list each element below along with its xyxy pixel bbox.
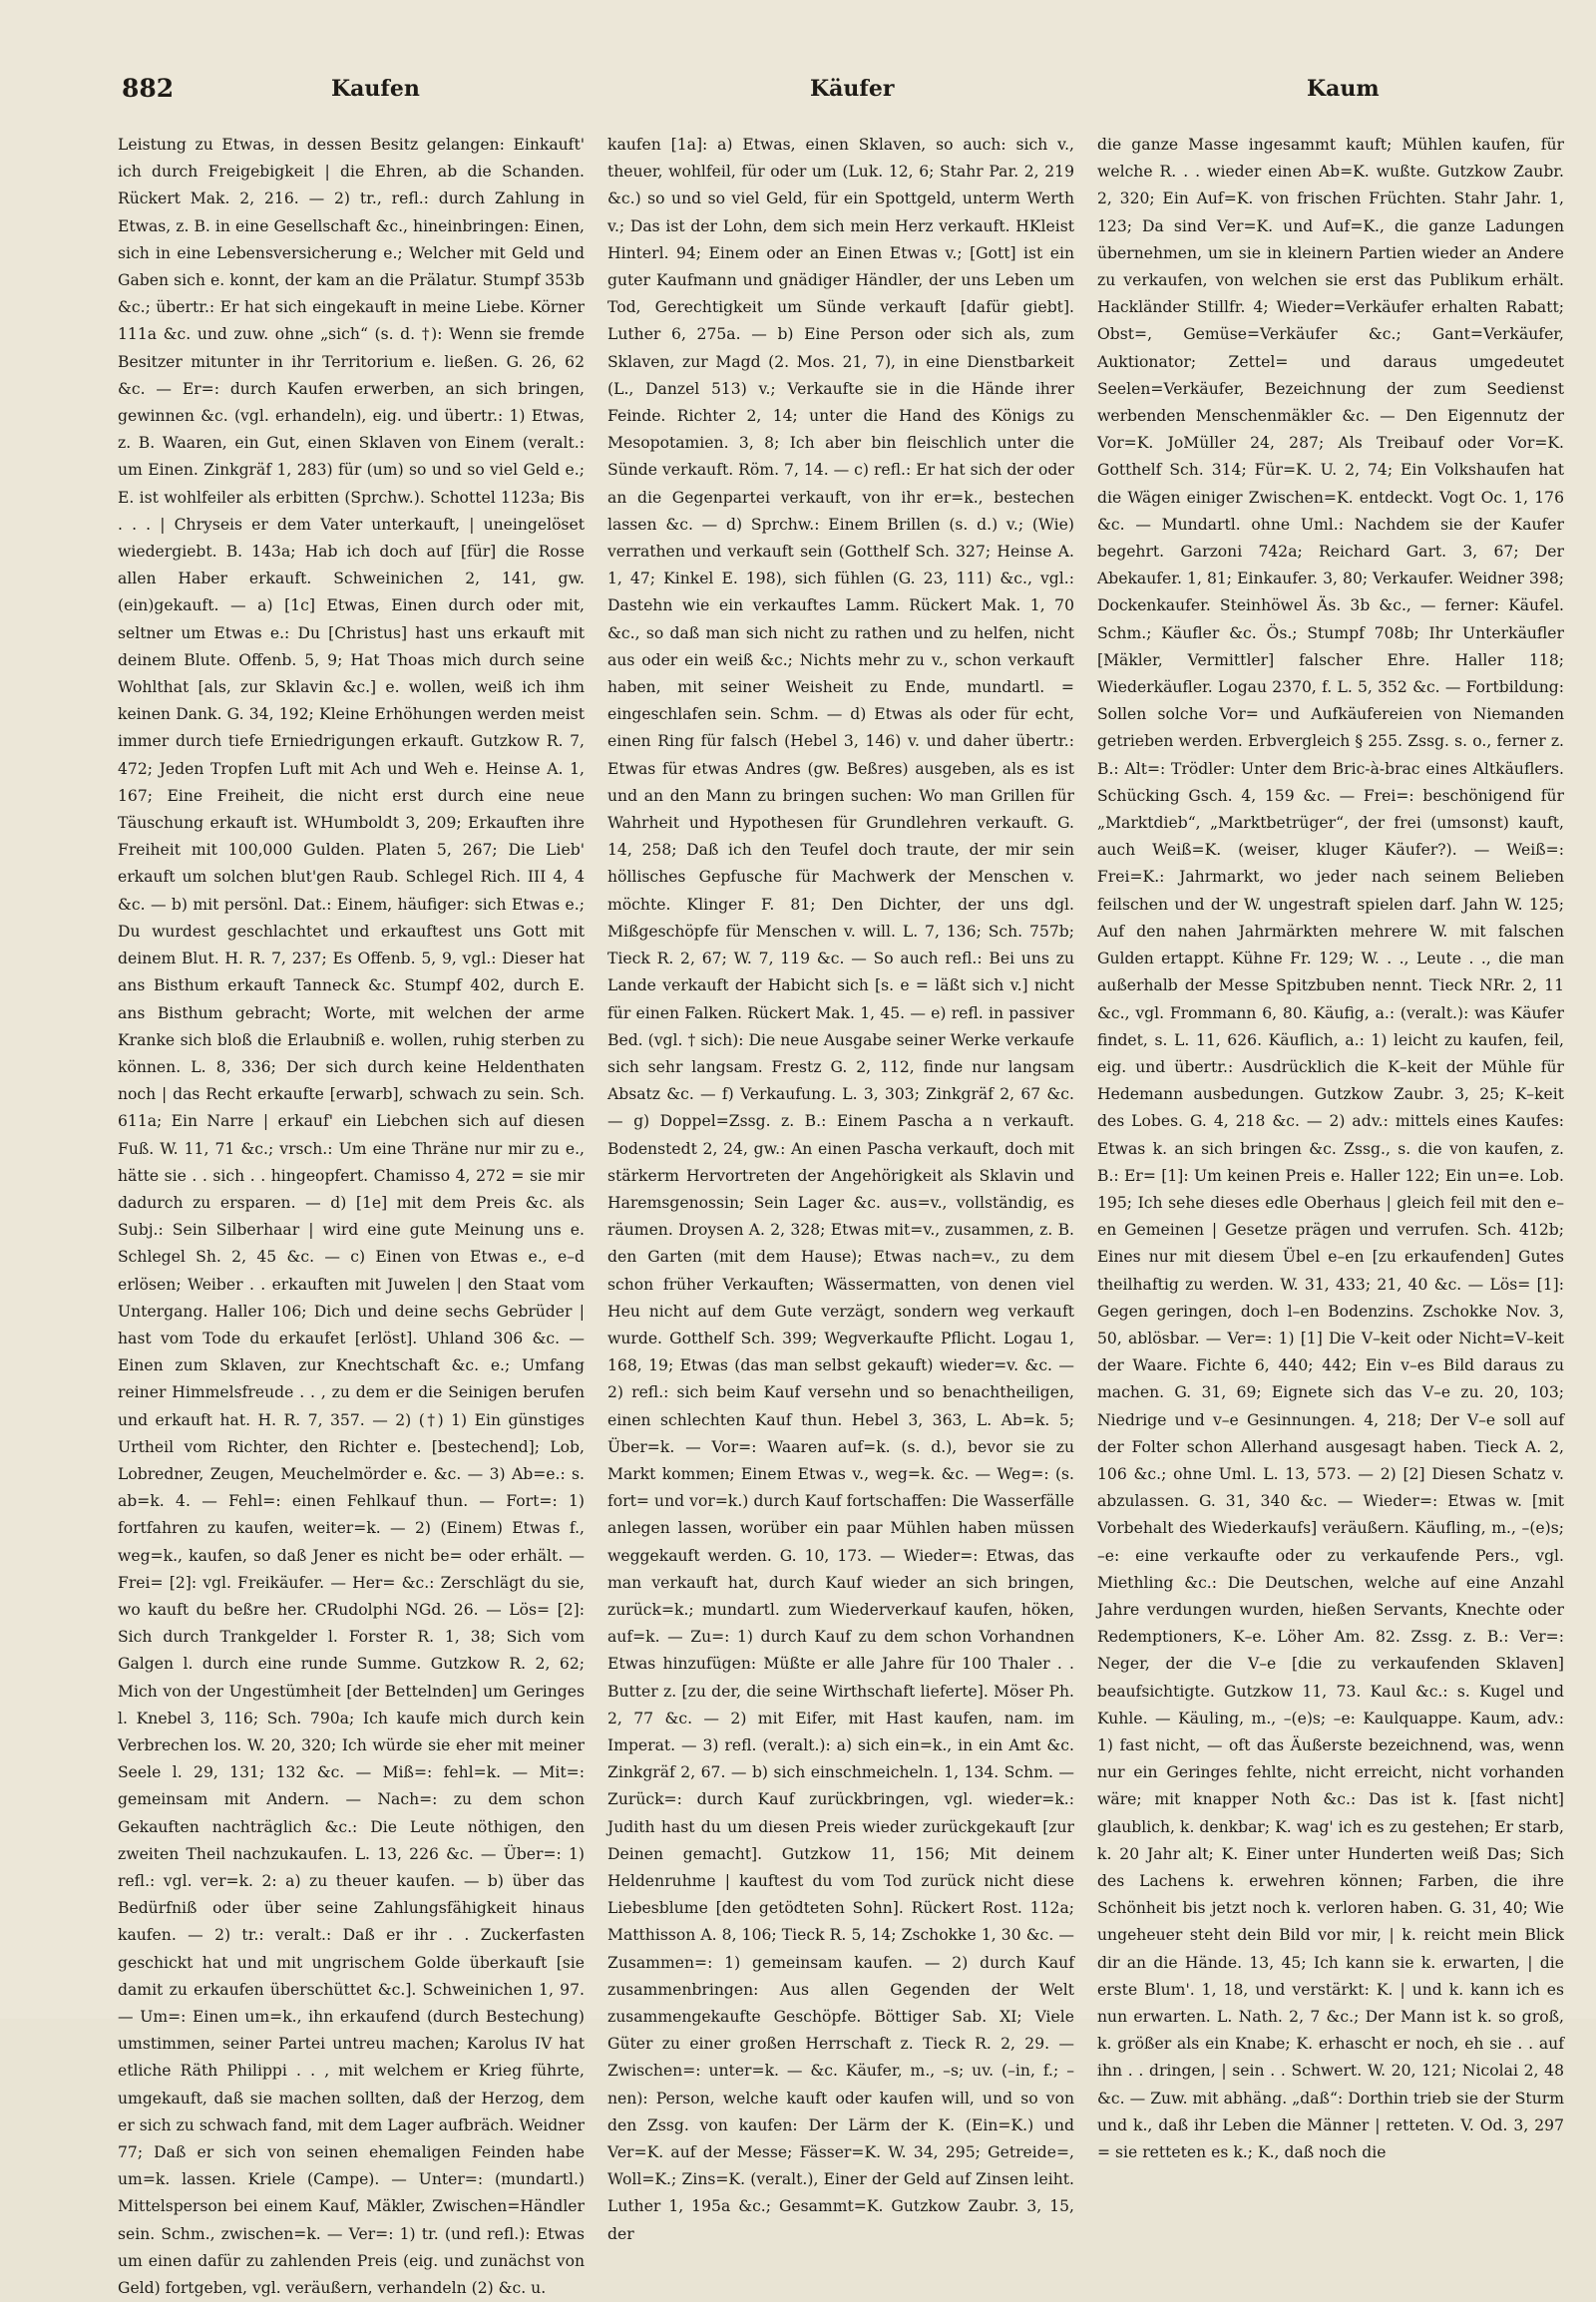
column-3 bbox=[1097, 132, 1564, 2162]
column-2-text: kaufen [1a]: a) Etwas, einen Sklaven, so auch: sich v., theuer, wohlfeil, für oder um (Luk. 12, 6; Stahr Par. 2, 219 &c.) so und so viel Geld, für ein Spottgeld, unterm Werth v.; Das ist der Lohn, dem sich mein Herz verkauft. HKleist Hinterl. 94; Einem oder an Einen Etwas v.; [Gott] ist ein guter Kaufmann und gnädiger Händler, der uns Leben um Tod, Gerechtigkeit um Sünde verkauft [dafür giebt]. Luther 6, 275a. — b) Eine Person oder sich als, zum Sklaven, zur Magd (2. Mos. 21, 7), in eine Dienstbarkeit (L., Danzel 513) v.; Verkaufte sie in die Hände ihrer Feinde. Richter 2, 14; unter die Hand des Königs zu Mesopotamien. 3, 8; Ich aber bin fleischlich unter die Sünde verkauft. Röm. 7, 14. — c) refl.: Er hat sich der oder an die Gegenpartei verkauft, von ihr er=k., bestechen lassen &c. — d) Sprchw.: Einem Brillen (s. d.) v.; (Wie) verrathen und verkauft sein (Gotthelf Sch. 327; Heinse A. 1, 47; Kinkel E. 198), sich fühlen (G. 23, 111) &c., vgl.: Dastehn wie ein verkauftes Lamm. Rückert Mak. 1, 70 &c., so daß man sich nicht zu rathen und zu helfen, nicht aus oder ein weiß &c.; Nichts mehr zu v., schon verkauft haben, mit seiner Weisheit zu Ende, mundartl. = eingeschlafen sein. Schm. — d) Etwas als oder für echt, einen Ring für falsch (Hebel 3, 146) v. und daher übertr.: Etwas für etwas Andres (gw. Beßres) ausgeben, als es ist und an den Mann zu bringen suchen: Wo man Grillen für Wahrheit und Hypothesen für Grundlehren verkauft. G. 14, 258; Daß ich den Teufel doch traute, der mir sein höllisches Gepfusche für Machwerk der Menschen v. möchte. Klinger F. 81; Den Dichter, der uns dgl. Mißgeschöpfe für Menschen v. will. L. 7, 136; Sch. 757b; Tieck R. 2, 67; W. 7, 119 &c. — So auch refl.: Bei uns zu Lande verkauft der Habicht sich [s. e = läßt sich v.] nicht für einen Falken. Rückert Mak. 1, 45. — e) refl. in passiver Bed. (vgl. † sich): Die neue Ausgabe seiner Werke verkaufe sich sehr langsam. Frestz G. 2, 112, finde nur langsam Absatz &c. — f) Verkaufung. L. 3, 303; Zinkgräf 2, 67 &c. — g) Doppel=Zssg. z. B.: Einem Pascha a n verkauft. Bodenstedt 2, 24, gw.: An einen Pascha verkauft, doch mit stärkerm Hervortreten der Angehörigkeit als Sklavin und Haremsgenossin; Sein Lager &c. aus=v., vollständig, es räumen. Droysen A. 2, 328; Etwas mit=v., zusammen, z. B. den Garten (mit dem Hause); Etwas nach=v., zu dem schon früher Verkauften; Wässermatten, von denen viel Heu nicht auf dem Gute verzägt, sondern weg verkauft wurde. Gotthelf Sch. 399; Wegverkaufte Pflicht. Logau 1, 168, 19; Etwas (das man selbst gekauft) wieder=v. &c. — 2) refl.: sich beim Kauf versehn und so benachtheiligen, einen schlechten Kauf thun. Hebel 3, 363, L. Ab=k. 5; Über=k. — Vor=: Waaren auf=k. (s. d.), bevor sie zu Markt kommen; Einem Etwas v., weg=k. &c. — Weg=: (s. fort= und vor=k.) durch Kauf fortschaffen: Die Wasserfälle anlegen lassen, worüber ein paar Mühlen haben müssen weggekauft werden. G. 10, 173. — Wieder=: Etwas, das man verkauft hat, durch Kauf wieder an sich bringen, zurück=k.; mundartl. zum Wiederverkauf kaufen, höken, auf=k. — Zu=: 1) durch Kauf zu dem schon Vorhandnen Etwas hinzufügen: Müßte er alle Jahre für 100 Thaler . . Butter z. [zu der, die seine Wirthschaft lieferte]. Möser Ph. 2, 77 &c. — 2) mit Eifer, mit Hast kaufen, nam. im Imperat. — 3) refl. (veralt.): a) sich ein=k., in ein Amt &c. Zinkgräf 2, 67. — b) sich einschmeicheln. 1, 134. Schm. — Zurück=: durch Kauf zurückbringen, vgl. wieder=k.: Judith hast du um diesen Preis wieder zurückgekauft [zur Deinen gemacht]. Gutzkow 11, 156; Mit deinem Heldenruhme | kauftest du vom Tod zurück nicht diese Liebesblume [den getödteten Sohn]. Rückert Rost. 112a; Matthisson A. 8, 106; Tieck R. 5, 14; Zschokke 1, 30 &c. — Zusammen=: 1) gemeinsam kaufen. — 2) durch Kauf zusammenbringen: Aus allen Gegenden der Welt zusammengekaufte Geschöpfe. Böttiger Sab. XI; Viele Güter zu einer großen Herrschaft z. Tieck R. 2, 29. — Zwischen=: unter=k. — &c. Käufer, m., –s; uv. (–in, f.; –nen): Person, welche kauft oder kaufen will, und so von den Zssg. von kaufen: Der Lärm der K. (Ein=K.) und Ver=K. auf der Messe; Fässer=K. W. 34, 295; Getreide=, Woll=K.; Zins=K. (veralt.), Einer der Geld auf Zinsen leiht. Luther 1, 195a &c.; Gesammt=K. Gutzkow Zaubr. 3, 15, der bbox=[607, 136, 1074, 2243]
page-number: 882 bbox=[122, 74, 175, 103]
text-columns bbox=[118, 132, 1564, 2298]
running-headword-center: Käufer bbox=[810, 76, 895, 102]
column-1 bbox=[118, 132, 585, 2298]
running-headword-left: Kaufen bbox=[331, 76, 420, 102]
column-1-text: Leistung zu Etwas, in dessen Besitz gelangen: Einkauft' ich durch Freigebigkeit | die Ehren, ab die Schanden. Rückert Mak. 2, 216. — 2) tr., refl.: durch Zahlung in Etwas, z. B. in eine Gesellschaft &c., hineinbringen: Einen, sich in eine Lebensversicherung e.; Welcher mit Geld und Gaben sich e. konnt, der kam an die Prälatur. Stumpf 353b &c.; übertr.: Er hat sich eingekauft in meine Liebe. Körner 111a &c. und zuw. ohne „sich“ (s. d. †): Wenn sie fremde Besitzer mitunter in ihr Territorium e. ließen. G. 26, 62 &c. — Er=: durch Kaufen erwerben, an sich bringen, gewinnen &c. (vgl. erhandeln), eig. und übertr.: 1) Etwas, z. B. Waaren, ein Gut, einen Sklaven von Einem (veralt.: um Einen. Zinkgräf 1, 283) für (um) so und so viel Geld e.; E. ist wohlfeiler als erbitten (Sprchw.). Schottel 1123a; Bis . . . | Chryseis er dem Vater unterkauft, | uneingelöset wiedergiebt. B. 143a; Hab ich doch auf [für] die Rosse allen Haber erkauft. Schweinichen 2, 141, gw. (ein)gekauft. — a) [1c] Etwas, Einen durch oder mit, seltner um Etwas e.: Du [Christus] hast uns erkauft mit deinem Blute. Offenb. 5, 9; Hat Thoas mich durch seine Wohlthat [als, zur Sklavin &c.] e. wollen, weiß ich ihm keinen Dank. G. 34, 192; Kleine Erhöhungen werden meist immer durch tiefe Erniedrigungen erkauft. Gutzkow R. 7, 472; Jeden Tropfen Luft mit Ach und Weh e. Heinse A. 1, 167; Eine Freiheit, die nicht erst durch eine neue Täuschung erkauft ist. WHumboldt 3, 209; Erkauften ihre Freiheit mit 100,000 Gulden. Platen 5, 267; Die Lieb' erkauft um solchen blut'gen Raub. Schlegel Rich. III 4, 4 &c. — b) mit persönl. Dat.: Einem, häufiger: sich Etwas e.; Du wurdest geschlachtet und erkauftest uns Gott mit deinem Blut. H. R. 7, 237; Es Offenb. 5, 9, vgl.: Dieser hat ans Bisthum erkauft Tanneck &c. Stumpf 402, durch E. ans Bisthum gebracht; Worte, mit welchen der arme Kranke sich bloß die Erlaubniß e. wollen, ruhig sterben zu können. L. 8, 336; Der sich durch keine Heldenthaten noch | das Recht erkaufte [erwarb], schwach zu sein. Sch. 611a; Ein Narre | erkauf' ein Liebchen sich auf diesen Fuß. W. 11, 71 &c.; vrsch.: Um eine Thräne nur mir zu e., hätte sie . . sich . . hingeopfert. Chamisso 4, 272 = sie mir dadurch zu ersparen. — d) [1e] mit dem Preis &c. als Subj.: Sein Silberhaar | wird eine gute Meinung uns e. Schlegel Sh. 2, 45 &c. — c) Einen von Etwas e., e–d erlösen; Weiber . . erkauften mit Juwelen | den Staat vom Untergang. Haller 106; Dich und deine sechs Gebrüder | hast vom Tode du erkaufet [erlöst]. Uhland 306 &c. — Einen zum Sklaven, zur Knechtschaft &c. e.; Umfang reiner Himmelsfreude . . , zu dem er die Seinigen berufen und erkauft hat. H. R. 7, 357. — 2) (†) 1) Ein günstiges Urtheil vom Richter, den Richter e. [bestechend]; Lob, Lobredner, Zeugen, Meuchelmörder e. &c. — 3) Ab=e.: s. ab=k. 4. — Fehl=: einen Fehlkauf thun. — Fort=: 1) fortfahren zu kaufen, weiter=k. — 2) (Einem) Etwas f., weg=k., kaufen, so daß Jener es nicht be= oder erhält. — Frei= [2]: vgl. Freikäufer. — Her= &c.: Zerschlägt du sie, wo kauft du beßre her. CRudolphi NGd. 26. — Lös= [2]: Sich durch Trankgelder l. Forster R. 1, 38; Sich vom Galgen l. durch eine runde Summe. Gutzkow R. 2, 62; Mich von der Ungestümheit [der Bettelnden] um Geringes l. Knebel 3, 116; Sch. 790a; Ich kaufe mich durch kein Verbrechen los. W. 20, 320; Ich würde sie eher mit meiner Seele l. 29, 131; 132 &c. — Miß=: fehl=k. — Mit=: gemeinsam mit Andern. — Nach=: zu dem schon Gekauften nachträglich &c.: Die Leute nöthigen, den zweiten Theil nachzukaufen. L. 13, 226 &c. — Über=: 1) refl.: vgl. ver=k. 2: a) zu theuer kaufen. — b) über das Bedürfniß oder über seine Zahlungsfähigkeit hinaus kaufen. — 2) tr.: veralt.: Daß er ihr . . Zuckerfasten geschickt hat und mit ungrischem Golde überkauft [sie damit zu erkaufen überschüttet &c.]. Schweinichen 1, 97. — Um=: Einen um=k., ihn erkaufend (durch Bestechung) umstimmen, seiner Partei untreu machen; Karolus IV hat etliche Räth Philippi . . , mit welchem er Krieg führte, umgekauft, daß sie machen sollten, daß der Herzog, dem er sich zu schwach fand, mit dem Lager aufbräch. Weidner 77; Daß er sich von seinen ehemaligen Feinden habe um=k. lassen. Kriele (Campe). — Unter=: (mundartl.) Mittelsperson bei einem Kauf, Mäkler, Zwischen=Händler sein. Schm., zwischen=k. — Ver=: 1) tr. (und refl.): Etwas um einen dafür zu zahlenden Preis (eig. und zunächst von Geld) fortgeben, vgl. veräußern, verhandeln (2) &c. u. bbox=[118, 136, 585, 2298]
column-2 bbox=[607, 132, 1074, 2243]
running-headword-right: Kaum bbox=[1307, 76, 1380, 102]
column-3-text: die ganze Masse ingesammt kauft; Mühlen kaufen, für welche R. . . wieder einen Ab=K. wußte. Gutzkow Zaubr. 2, 320; Ein Auf=K. von frischen Früchten. Stahr Jahr. 1, 123; Da sind Ver=K. und Auf=K., die ganze Ladungen übernehmen, um sie in kleinern Partien wieder an Andere zu verkaufen, von welchen sie erst das Publikum erhält. Hackländer Stillfr. 4; Wieder=Verkäufer erhalten Rabatt; Obst=, Gemüse=Verkäufer &c.; Gant=Verkäufer, Auktionator; Zettel= und daraus umgedeutet Seelen=Verkäufer, Bezeichnung der zum Seedienst werbenden Menschenmäkler &c. — Den Eigennutz der Vor=K. JoMüller 24, 287; Als Treibauf oder Vor=K. Gotthelf Sch. 314; Für=K. U. 2, 74; Ein Volkshaufen hat die Wägen einiger Zwischen=K. entdeckt. Vogt Oc. 1, 176 &c. — Mundartl. ohne Uml.: Nachdem sie der Kaufer begehrt. Garzoni 742a; Reichard Gart. 3, 67; Der Abekaufer. 1, 81; Einkaufer. 3, 80; Verkaufer. Weidner 398; Dockenkaufer. Steinhöwel Äs. 3b &c., — ferner: Käufel. Schm.; Käufler &c. Ös.; Stumpf 708b; Ihr Unterkäufler [Mäkler, Vermittler] falscher Ehre. Haller 118; Wiederkäufler. Logau 2370, f. L. 5, 352 &c. — Fortbildung: Sollen solche Vor= und Aufkäufereien von Niemanden getrieben werden. Erbvergleich § 255. Zssg. s. o., ferner z. B.: Alt=: Trödler: Unter dem Bric-à-brac eines Altkäuflers. Schücking Gsch. 4, 159 &c. — Frei=: beschönigend für „Marktdieb“, „Marktbetrüger“, der frei (umsonst) kauft, auch Weiß=K. (weiser, kluger Käufer?). — Weiß=: Frei=K.: Jahrmarkt, wo jeder nach seinem Belieben feilschen und der W. ungestraft spielen darf. Jahn W. 125; Auf den nahen Jahrmärkten mehrere W. mit falschen Gulden ertappt. Kühne Fr. 129; W. . ., Leute . ., die man außerhalb der Messe Spitzbuben nennt. Tieck NRr. 2, 11 &c., vgl. Frommann 6, 80. Käufig, a.: (veralt.): was Käufer findet, s. L. 11, 626. Käuflich, a.: 1) leicht zu kaufen, feil, eig. und übertr.: Ausdrücklich die K–keit der Mühle für Hedemann ausbedungen. Gutzkow Zaubr. 3, 25; K–keit des Lobes. G. 4, 218 &c. — 2) adv.: mittels eines Kaufes: Etwas k. an sich bringen &c. Zssg., s. die von kaufen, z. B.: Er= [1]: Um keinen Preis e. Haller 122; Ein un=e. Lob. 195; Ich sehe dieses edle Oberhaus | gleich feil mit den e–en Gemeinen | Gesetze prägen und verrufen. Sch. 412b; Eines nur mit diesem Übel e–en [zu erkaufenden] Gutes theilhaftig zu werden. W. 31, 433; 21, 40 &c. — Lös= [1]: Gegen geringen, doch l–en Bodenzins. Zschokke Nov. 3, 50, ablösbar. — Ver=: 1) [1] Die V–keit oder Nicht=V–keit der Waare. Fichte 6, 440; 442; Ein v–es Bild daraus zu machen. G. 31, 69; Eignete sich das V–e zu. 20, 103; Niedrige und v–e Gesinnungen. 4, 218; Der V–e soll auf der Folter schon Allerhand ausgesagt haben. Tieck A. 2, 106 &c.; ohne Uml. L. 13, 573. — 2) [2] Diesen Schatz v. abzulassen. G. 31, 340 &c. — Wieder=: Etwas w. [mit Vorbehalt des Wiederkaufs] veräußern. Käufling, m., –(e)s; –e: eine verkaufte oder zu verkaufende Pers., vgl. Miethling &c.: Die Deutschen, welche auf eine Anzahl Jahre verdungen wurden, hießen Servants, Knechte oder Redemptioners, K–e. Löher Am. 82. Zssg. z. B.: Ver=: Neger, der die V–e [die zu verkaufenden Sklaven] beaufsichtigte. Gutzkow 11, 73. Kaul &c.: s. Kugel und Kuhle. — Käuling, m., –(e)s; –e: Kaulquappe. Kaum, adv.: 1) fast nicht, — oft das Äußerste bezeichnend, was, wenn nur ein Geringes fehlte, nicht erreicht, nicht vorhanden wäre; mit knapper Noth &c.: Das ist k. [fast nicht] glaublich, k. denkbar; K. wag' ich es zu gestehen; Er starb, k. 20 Jahr alt; K. Einer unter Hunderten weiß Das; Sich des Lachens k. erwehren können; Farben, die ihre Schönheit bis jetzt noch k. verloren haben. G. 31, 40; Wie ungeheuer steht dein Bild vor mir, | k. reicht mein Blick dir an die Hände. 13, 45; Ich kann sie k. erwarten, | die erste Blum'. 1, 18, und verstärkt: K. | und k. kann ich es nun erwarten. L. Nath. 2, 7 &c.; Der Mann ist k. so groß, k. größer als ein Knabe; K. erhascht er noch, eh sie . . auf ihn . . dringen, | sein . . Schwert. W. 20, 121; Nicolai 2, 48 &c. — Zuw. mit abhäng. „daß“: Dorthin trieb sie der Sturm und k., daß ihr Leben die Männer | retteten. V. Od. 3, 297 = sie retteten es k.; K., daß noch die bbox=[1097, 136, 1564, 2162]
page-header bbox=[122, 74, 1562, 114]
